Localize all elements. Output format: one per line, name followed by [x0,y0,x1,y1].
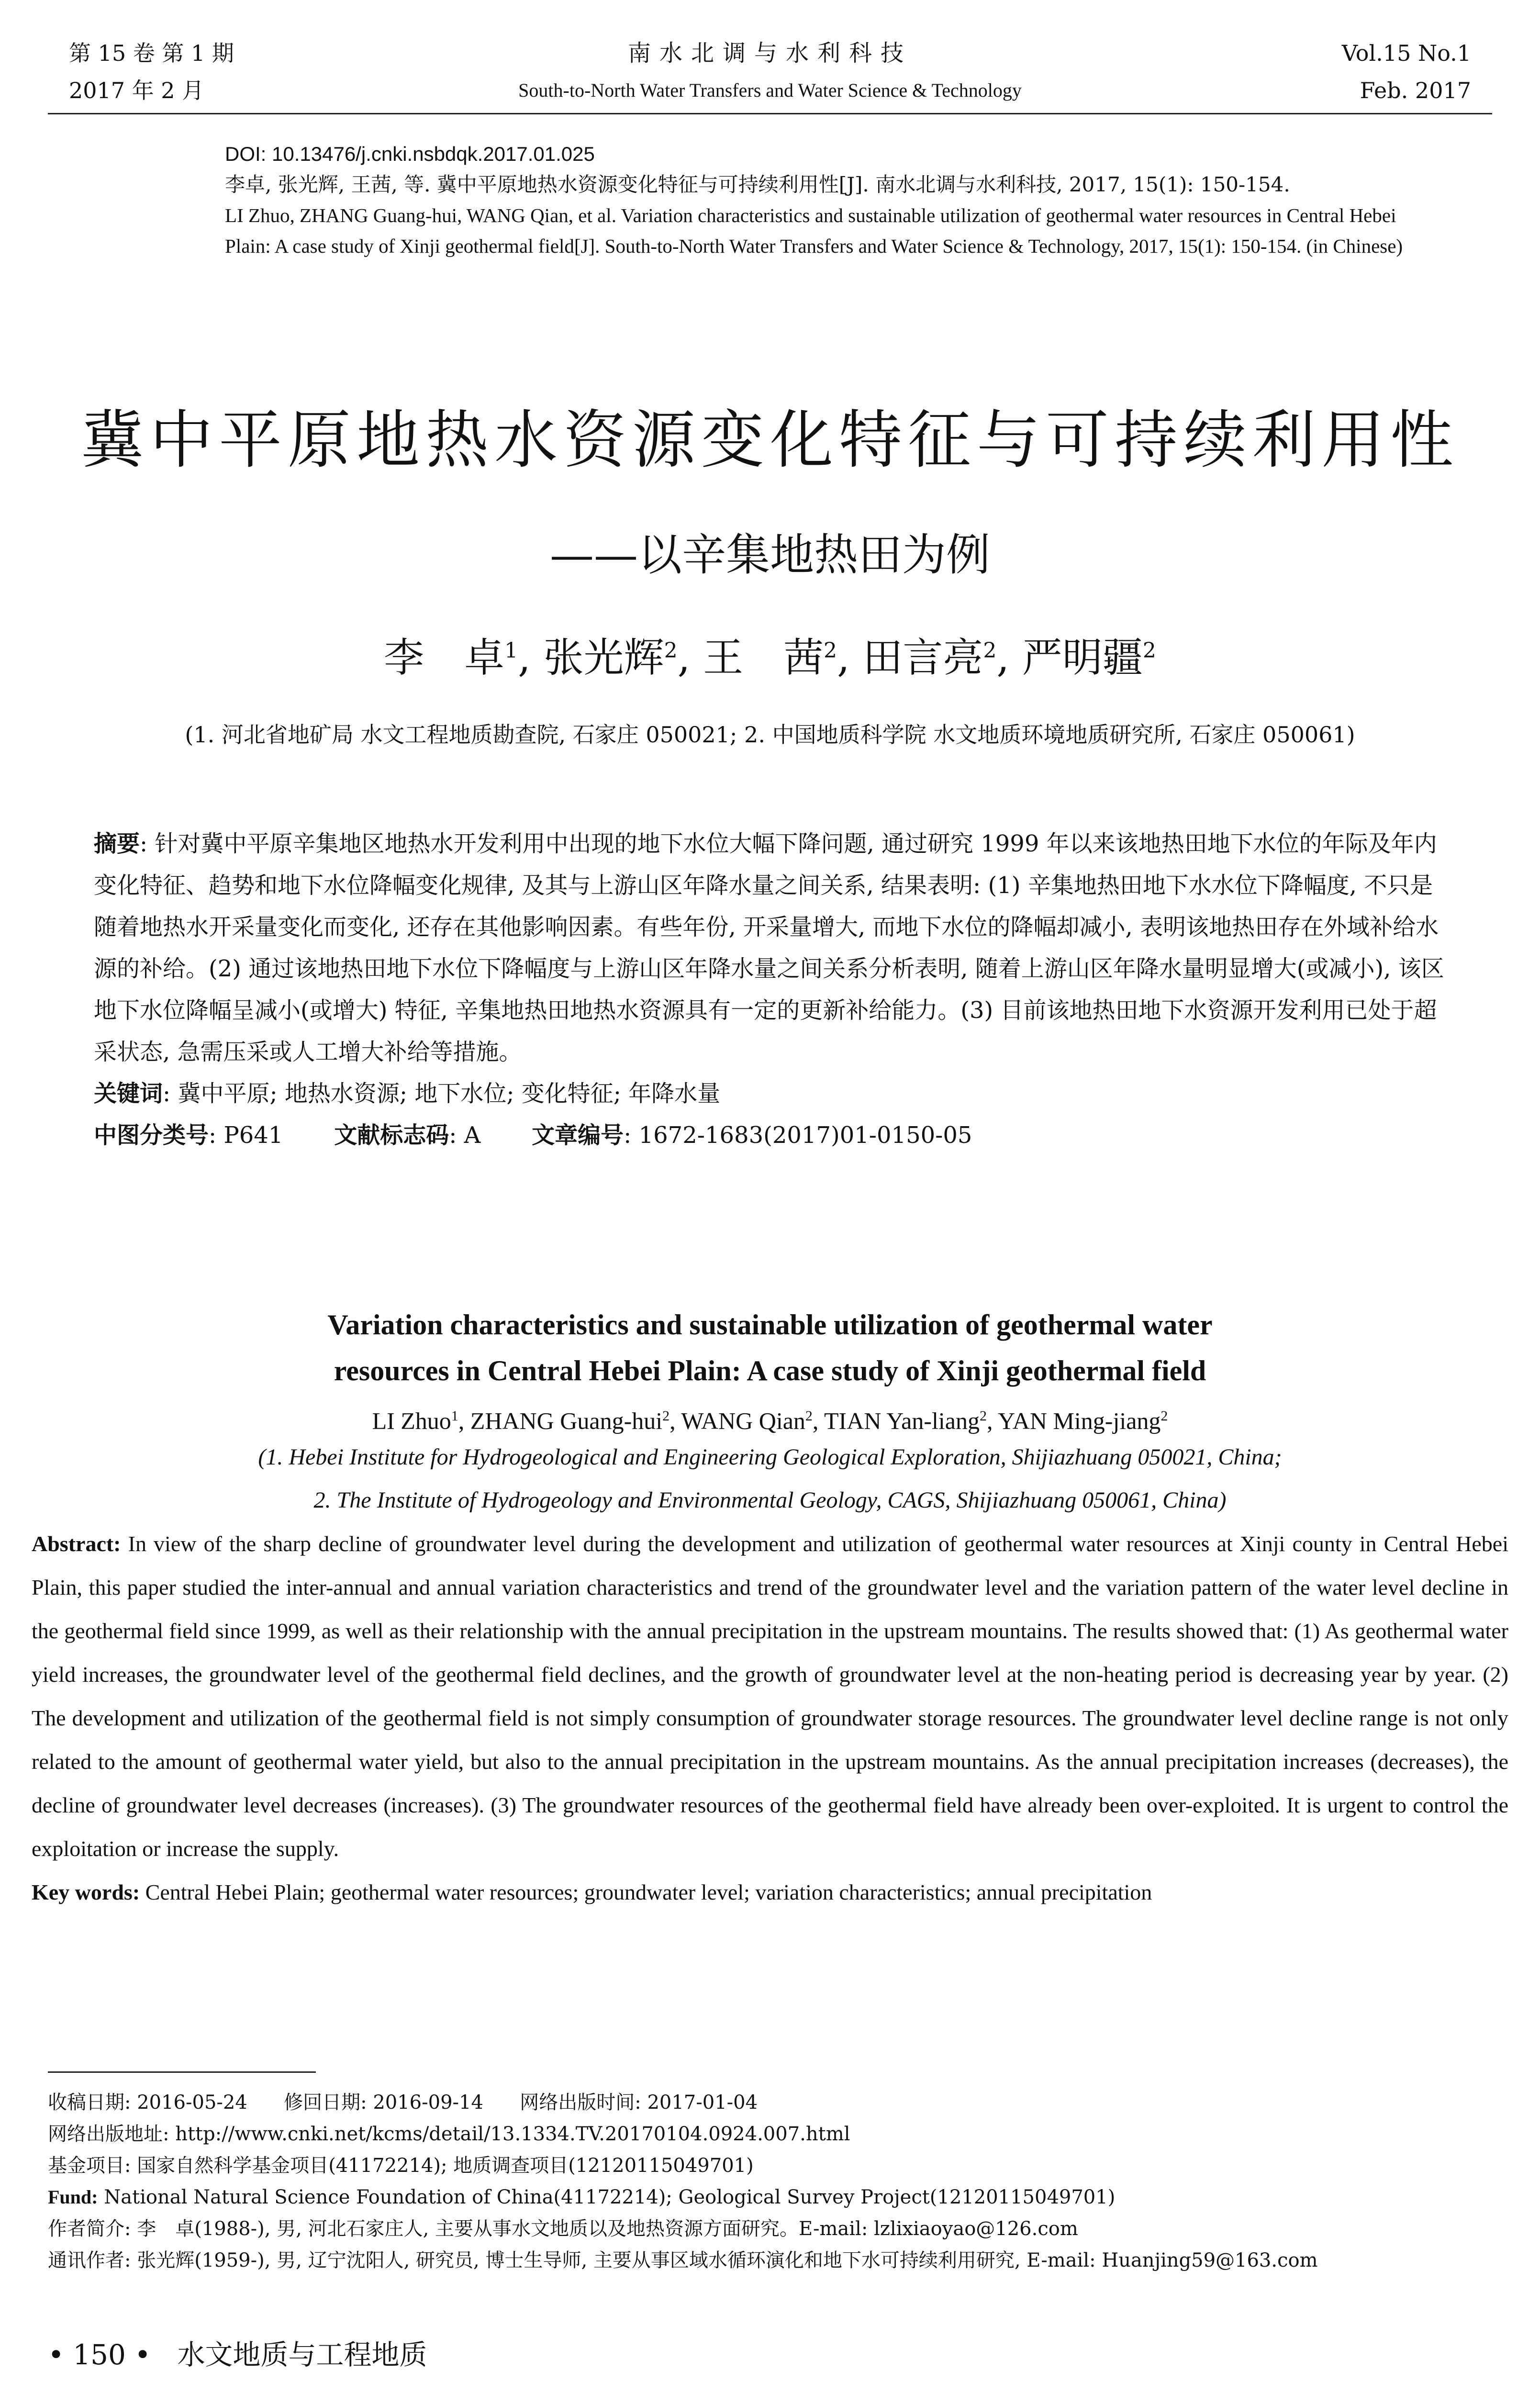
clc-value: P641 [223,1122,283,1149]
fund-cn-text: 国家自然科学基金项目(41172214); 地质调查项目(12120115049701) [137,2155,754,2177]
footer-bullet: • [134,2338,151,2371]
received-label: 收稿日期 [48,2091,124,2113]
abstract-en-text: In view of the sharp decline of groundwater level during the development and utilization of geothermal water resources at Xinji county in Central Hebei Plain, this paper studied the inter-annual and annual variation characteristics and trend of the groundwater level and the variation pattern of the water level decline in the geothermal field since 1999, as well as their relationship with the annual precipitation in the upstream mountains. The results showed that: (1) As geothermal water yield increases, the groundwater level of the geothermal field declines, and the growth of groundwater level at the non-heating period is decreasing year by year. (2) The development and utilization of the geothermal field is not simply consumption of groundwater storage resources. The groundwater level decline range is not only related to the amount of geothermal water yield, but also to the annual precipitation in the upstream mountains. As the annual precipitation increases (decreases), the decline of groundwater level decreases (increases). (3) The groundwater resources of the geothermal field have already been over-exploited. It is urgent to control the exploitation or increase the supply. [32,1532,1508,1861]
author-name-en: LI Zhuo [372,1407,451,1434]
article-no-value: 1672-1683(2017)01-0150-05 [638,1122,972,1149]
corresponding-text: 张光辉(1959-), 男, 辽宁沈阳人, 研究员, 博士生导师, 主要从事区域水循环演化和地下水可持续利用研究, E-mail: Huanjing59@163.com [137,2249,1318,2271]
fund-en-label: Fund: [48,2186,98,2208]
footer-section: 水文地质与工程地质 [177,2338,427,2371]
clc-label: 中图分类号 [94,1122,209,1149]
page-footer [48,2336,427,2374]
corresponding-author-line: 通讯作者: 张光辉(1959-), 男, 辽宁沈阳人, 研究员, 博士生导师, 主要从事区域水循环演化和地下水可持续利用研究, E-mail: Huanjing59@163.com [48,2249,1318,2271]
author-name-en: ZHANG Guang-hui [470,1407,663,1434]
citation-cn: 李卓, 张光辉, 王茜, 等. 冀中平原地热水资源变化特征与可持续利用性[J]. 南水北调与水利科技, 2017, 15(1): 150-154. [225,173,1290,196]
author-name: 田言亮 [862,634,983,681]
affiliation-en-line: (1. Hebei Institute for Hydrogeological and Engineering Geological Exploration, Shijiazhuang 050021, China; [258,1444,1282,1470]
classification-line: 中图分类号: P641 文献标志码: A 文章编号: 1672-1683(2017)01-0150-05 [94,1122,972,1149]
keywords-en-text: Central Hebei Plain; geothermal water resources; groundwater level; variation characteristics; annual precipitation [145,1880,1152,1904]
author-name-en: WANG Qian [681,1407,805,1434]
online-url[interactable]: http://www.cnki.net/kcms/detail/13.1334.TV.20170104.0924.007.html [175,2123,850,2145]
author-affil-mark-en: 2 [662,1408,670,1424]
date-cn: 2017 年 2 月 [69,78,204,103]
header-right [1342,34,1471,109]
author-name: 张光辉 [543,634,664,681]
author-bio-text: 李 卓(1988-), 男, 河北石家庄人, 主要从事水文地质以及地热资源方面研究。E-mail: lzlixiaoyao@126.com [137,2218,1078,2240]
date-en: Feb. 2017 [1360,78,1471,103]
author-affil-mark: 2 [664,638,678,663]
author-list: 李 卓$^1$, 张光辉$^2$, 王 茜$^2$, 田言亮$^2$, 严明疆$^2$ [384,634,1156,681]
author-affil-mark-en: 1 [451,1408,458,1424]
received-date: 2016-05-24 [137,2091,247,2113]
paper-subtitle: ——以辛集地热田为例 [549,529,990,581]
fund-en-line [48,2181,1492,2213]
author-affil-mark-en: 2 [805,1408,813,1424]
online-date: 2017-01-04 [647,2091,758,2113]
online-label: 网络出版时间 [520,2091,635,2113]
url-line: 网络出版地址: http://www.cnki.net/kcms/detail/13.1334.TV.20170104.0924.007.html [48,2123,850,2145]
author-affil-mark-en: 2 [1161,1408,1168,1424]
paper-title-en [72,1302,1468,1394]
keywords-en [32,1870,1508,1914]
author-name: 严明疆 [1022,634,1143,681]
abstract-en-label: Abstract: [32,1532,121,1556]
author-affil-mark-en: 2 [980,1408,987,1424]
author-name: 王 茜 [703,634,824,681]
author-bio-line: 作者简介: 李 卓(1988-), 男, 河北石家庄人, 主要从事水文地质以及地热资源方面研究。E-mail: lzlixiaoyao@126.com [48,2218,1078,2240]
abstract-en-paragraph [32,1522,1508,1870]
affiliation-cn: (1. 河北省地矿局 水文工程地质勘查院, 石家庄 050021; 2. 中国地质科学院 水文地质环境地质研究所, 石家庄 050061) [185,722,1355,748]
author-bio-label: 作者简介 [48,2218,124,2240]
keywords-en-label: Key words: [32,1880,140,1904]
fund-en-text: National Natural Science Foundation of China(41172214); Geological Survey Project(12120115049701) [104,2186,1116,2208]
title-en-line: Variation characteristics and sustainable utilization of geothermal water [327,1309,1213,1341]
article-no-label: 文章编号 [532,1122,624,1149]
journal-name-cn: 南水北调与水利科技 [627,40,912,67]
abstract-cn-label: 摘要 [94,830,140,857]
doc-code-label: 文献标志码 [334,1122,449,1149]
footnote-divider [48,2071,316,2073]
keywords-cn-text: 冀中平原; 地热水资源; 地下水位; 变化特征; 年降水量 [178,1080,721,1107]
affiliation-en-line: 2. The Institute of Hydrogeology and Environmental Geology, CAGS, Shijiazhuang 050061, China) [313,1487,1227,1513]
header-center [48,34,1492,109]
author-list-en: LI Zhuo$^1$, ZHANG Guang-hui$^2$, WANG Qian$^2$, TIAN Yan-liang$^2$, YAN Ming-jiang$^2$ [372,1407,1168,1434]
dates-line: 收稿日期: 2016-05-24 修回日期: 2016-09-14 网络出版时间: 2017-01-04 [48,2091,758,2113]
revised-date: 2016-09-14 [373,2091,483,2113]
author-affil-mark: 2 [1142,638,1156,663]
url-label: 网络出版地址 [48,2123,163,2145]
footnotes [48,2087,1492,2276]
header-divider [48,113,1492,114]
author-name-en: YAN Ming-jiang [998,1407,1161,1434]
author-name: 李 卓 [384,634,505,681]
keywords-cn-label: 关键词 [94,1080,163,1107]
volume-issue-en: Vol.15 No.1 [1341,40,1471,66]
keywords-cn: 关键词: 冀中平原; 地热水资源; 地下水位; 变化特征; 年降水量 [94,1080,721,1107]
footer-bullet: • [48,2338,65,2371]
author-affil-mark: 2 [824,638,837,663]
running-header [48,34,1492,111]
title-en-line: resources in Central Hebei Plain: A case study of Xinji geothermal field [334,1355,1206,1387]
corresponding-label: 通讯作者 [48,2249,124,2271]
affiliation-en [72,1436,1468,1522]
abstract-en [32,1522,1508,1914]
fund-cn-line: 基金项目: 国家自然科学基金项目(41172214); 地质调查项目(12120115049701) [48,2155,754,2177]
author-affil-mark: 2 [983,638,997,663]
fund-cn-label: 基金项目 [48,2155,124,2177]
paper-title: 冀中平原地热水资源变化特征与可持续利用性 [81,403,1459,477]
abstract-cn-text: 针对冀中平原辛集地区地热水开发利用中出现的地下水位大幅下降问题, 通过研究 1999 年以来该地热田地下水位的年际及年内变化特征、趋势和地下水位降幅变化规律, 及其与上游山区年降水量之间关系, 结果表明: (1) 辛集地热田地下水水位下降幅度, 不只是随着地热水开采量变化而变化, 还存在其他影响因素。有些年份, 开采量增大, 而地下水位的降幅却减小, 表明该地热田存在外域补给水源的补给。(2) 通过该地热田地下水位下降幅度与上游山区年降水量之间关系分析表明, 随着上游山区年降水量明显增大(或减小), 该区地下水位降幅呈减小(或增大) 特征, 辛集地热田地热水资源具有一定的更新补给能力。(3) 目前该地热田地下水资源开发利用已处于超采状态, 急需压采或人工增大补给等措施。 [94,830,1444,1065]
author-affil-mark: 1 [504,638,518,663]
doi: DOI: 10.13476/j.cnki.nsbdqk.2017.01.025 [225,143,595,165]
citation-block [225,139,1430,261]
revised-label: 修回日期 [284,2091,361,2113]
citation-en: LI Zhuo, ZHANG Guang-hui, WANG Qian, et al. Variation characteristics and sustainable utilization of geothermal water resources in Central Hebei Plain: A case study of Xinji geothermal field[J]. South-to-North Water Transfers and Water Science & Technology, 2017, 15(1): 150-154. (in Chinese) [225,204,1403,257]
journal-name-en: South-to-North Water Transfers and Water Science & Technology [518,79,1022,101]
doc-code-value: A [464,1122,481,1149]
abstract-cn [94,823,1454,1156]
volume-issue-cn: 第 15 卷 第 1 期 [69,40,234,66]
page-number: 150 [73,2338,126,2371]
abstract-cn-paragraph: 摘要: 针对冀中平原辛集地区地热水开发利用中出现的地下水位大幅下降问题, 通过研究 1999 年以来该地热田地下水位的年际及年内变化特征、趋势和地下水位降幅变化规律, 及其与上游山区年降水量之间关系, 结果表明: (1) 辛集地热田地下水水位下降幅度, 不只是随着地热水开采量变化而变化, 还存在其他影响因素。有些年份, 开采量增大, 而地下水位的降幅却减小, 表明该地热田存在外域补给水源的补给。(2) 通过该地热田地下水位下降幅度与上游山区年降水量之间关系分析表明, 随着上游山区年降水量明显增大(或减小), 该区地下水位降幅呈减小(或增大) 特征, 辛集地热田地热水资源具有一定的更新补给能力。(3) 目前该地热田地下水资源开发利用已处于超采状态, 急需压采或人工增大补给等措施。 [94,830,1444,1065]
author-name-en: TIAN Yan-liang [824,1407,980,1434]
